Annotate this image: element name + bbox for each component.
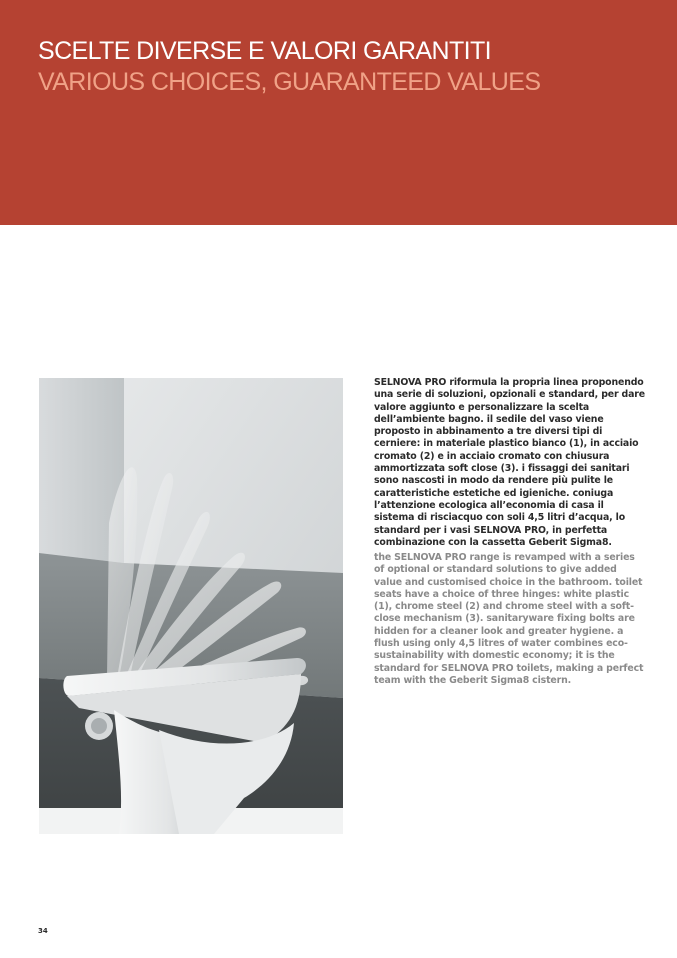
page-title: SCELTE DIVERSE E VALORI GARANTITI — [38, 37, 491, 65]
header-banner — [0, 0, 677, 225]
description-italian: SELNOVA PRO riformula la propria linea proponendo una serie di soluzioni, opzionali e standard, per dare valore aggiunto e personalizzare la scelta dell’ambiente bagno. il sedile del vaso viene proposto in abbinamento a tre diversi tipi di cerniere: in materiale plastico bianco (1), in acciaio cromato (2) e in acciaio cromato con chiusura ammortizzata soft close (3). i fissaggi dei sanitari sono nascosti in modo da rendere più pulite le caratteristiche estetiche ed igieniche. coniuga l’attenzione ecologica all’economia di casa il sistema di risciacquo con soli 4,5 litri d’acqua, lo standard per i vasi SELNOVA PRO, in perfetta combinazione con la cassetta Geberit Sigma8. — [374, 377, 645, 548]
product-photo — [39, 378, 343, 834]
description-english: the SELNOVA PRO range is revamped with a series of optional or standard solutions to give added value and customised choice in the bathroom. toilet seats have a choice of three hinges: white plastic (1), chrome steel (2) and chrome steel with a soft-close mechanism (3). sanitaryware fixing bolts are hidden for a cleaner look and greater hygiene. a flush using only 4,5 litres of water combines eco-sustainability with domestic economy; it is the standard for SELNOVA PRO toilets, making a perfect team with the Geberit Sigma8 cistern. — [374, 552, 644, 686]
page-subtitle: VARIOUS CHOICES, GUARANTEED VALUES — [38, 68, 541, 96]
page-number: 34 — [38, 927, 48, 935]
